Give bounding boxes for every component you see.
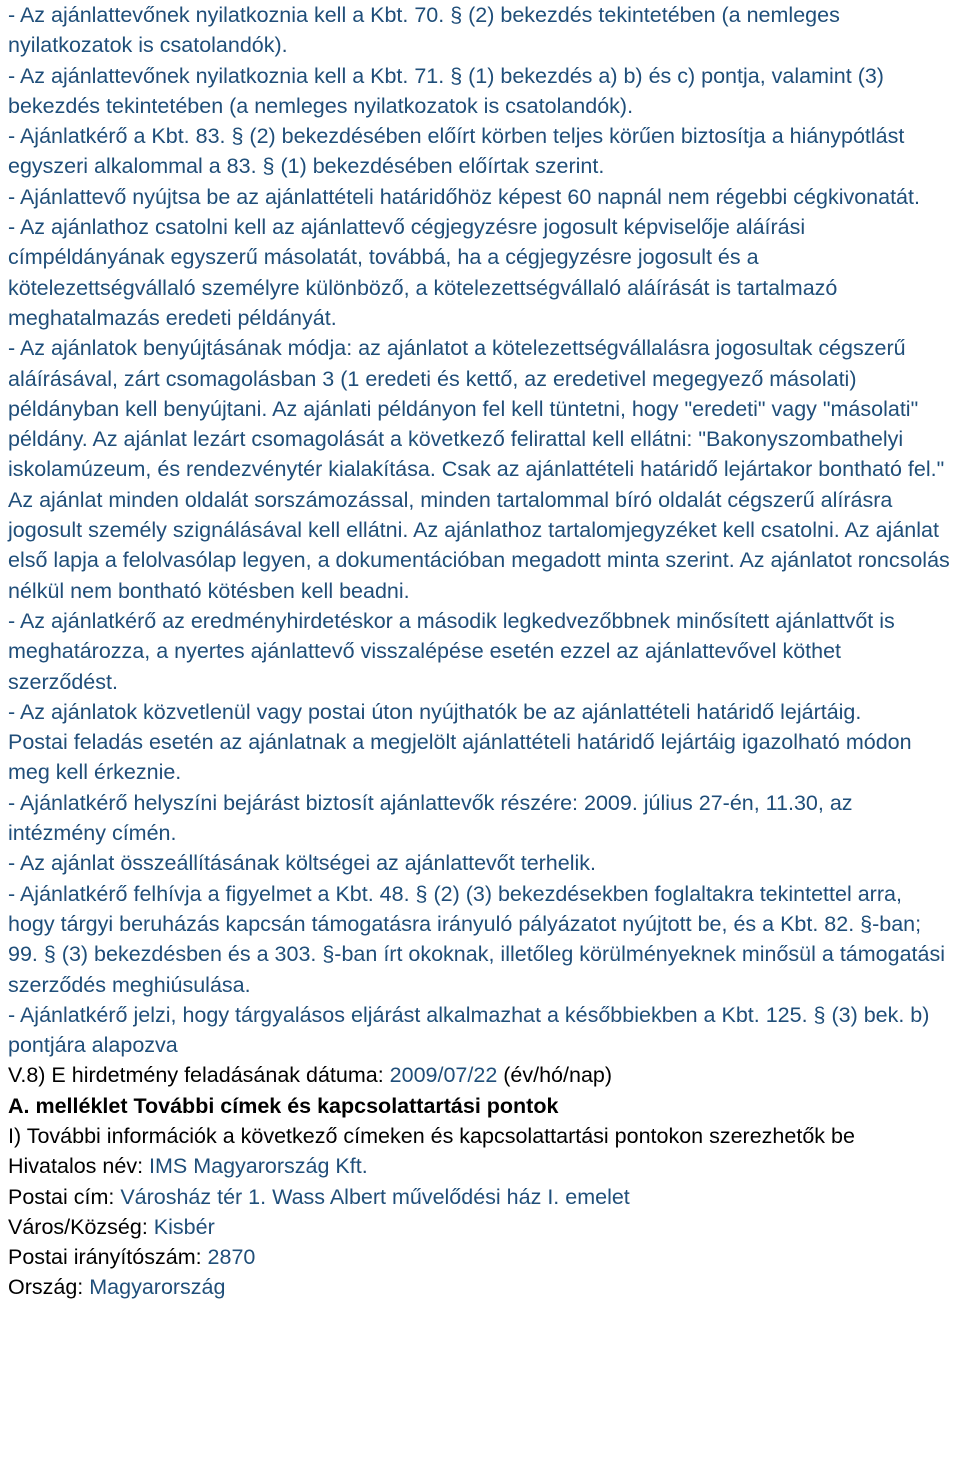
- notice-paragraph-9: Postai feladás esetén az ajánlatnak a megjelölt ajánlattételi határidő lejártáig igazolható módon meg kell érkeznie.: [8, 730, 912, 785]
- field-label: Hivatalos név:: [8, 1154, 150, 1179]
- field-value: IMS Magyarország Kft.: [149, 1154, 368, 1179]
- country-field: [8, 1272, 952, 1302]
- postal-code-field: [8, 1242, 952, 1272]
- notice-paragraph-5: - Az ajánlathoz csatolni kell az ajánlattevő cégjegyzésre jogosult képviselője aláírási címpéldányának egyszerű másolatát, továbbá, ha a cégjegyzésre jogosult és a kötelezettségvállaló személyre különböző, a kötelezettségvállaló aláírását is tartalmazó meghatalmazás eredeti példányát.: [8, 215, 838, 330]
- field-value: 2870: [207, 1245, 256, 1270]
- field-value: Magyarország: [89, 1275, 226, 1300]
- dispatch-date-suffix: (év/hó/nap): [497, 1063, 613, 1088]
- notice-paragraph-4: - Ajánlattevő nyújtsa be az ajánlattételi határidőhöz képest 60 napnál nem régebbi cégkivonatát.: [8, 184, 920, 209]
- postal-address-field: [8, 1182, 952, 1212]
- field-label: Postai cím:: [8, 1184, 121, 1209]
- notice-paragraph-7: - Az ajánlatkérő az eredményhirdetéskor a második legkedvezőbbnek minősített ajánlattvőt is meghatározza, a nyertes ajánlattevő visszalépése esetén ezzel az ajánlattevővel köthet szerződést.: [8, 608, 895, 694]
- dispatch-date-value: 2009/07/22: [389, 1063, 498, 1088]
- notice-paragraph-3: - Ajánlatkérő a Kbt. 83. § (2) bekezdésében előírt körben teljes körűen biztosítja a hiánypótlást egyszeri alkalommal a 83. § (1) bekezdésében előírtak szerint.: [8, 124, 905, 179]
- notice-paragraph-12: - Ajánlatkérő felhívja a figyelmet a Kbt. 48. § (2) (3) bekezdésekben foglaltakra tekintettel arra, hogy tárgyi beruházás kapcsán támogatásra irányuló pályázatot nyújtott be, és a Kbt. 82. §-ban; 99. § (3) bekezdésben és a 303. §-ban írt okoknak, illetőleg körülményeknek minősül a támogatási szerződés meghiúsulása.: [8, 881, 945, 997]
- notice-paragraph-10: - Ajánlatkérő helyszíni bejárást biztosít ajánlattevők részére: 2009. július 27-én, 11.30, az intézmény címén.: [8, 790, 853, 846]
- notice-paragraph-6: - Az ajánlatok benyújtásának módja: az ajánlatot a kötelezettségvállalásra jogosultak cégszerű aláírásával, zárt csomagolásban 3 (1 eredeti és kettő, az eredetivel megegyező másolati) példányban kell benyújtani. Az ajánlati példányon fel kell tüntetni, hogy "eredeti" vagy "másolati" példány. Az ajánlat lezárt csomagolását a következő felirattal kell ellátni: "Bakonyszombathelyi iskolamúzeum, és rendezvénytér kialakítása. Csak az ajánlattételi határidő lejártakor bontható fel." Az ajánlat minden oldalát sorszámozással, minden tartalommal bíró oldalát cégszerű alírásra jogosult személy szignálásával kell ellátni. Az ajánlathoz tartalomjegyzéket kell csatolni. Az ajánlat első lapja a felolvasólap legyen, a dokumentációban megadott minta szerint. Az ajánlatot roncsolás nélkül nem bontható kötésben kell beadni.: [8, 336, 950, 603]
- notice-paragraph-13: - Ajánlatkérő jelzi, hogy tárgyalásos eljárást alkalmazhat a későbbiekben a Kbt. 125. § (3) bek. b) pontjára alapozva: [8, 1002, 930, 1058]
- field-label: Ország:: [8, 1275, 90, 1300]
- field-value: Városház tér 1. Wass Albert művelődési ház I. emelet: [120, 1184, 630, 1209]
- dispatch-date-line: [8, 1060, 952, 1090]
- field-label: Postai irányítószám:: [8, 1245, 208, 1270]
- dispatch-date-label: V.8) E hirdetmény feladásának dátuma:: [8, 1063, 390, 1088]
- notice-paragraph-2: - Az ajánlattevőnek nyilatkoznia kell a Kbt. 71. § (1) bekezdés a) b) és c) pontja, valamint (3) bekezdés tekintetében (a nemleges nyilatkozatok is csatolandók).: [8, 63, 884, 118]
- annex-heading: A. melléklet További címek és kapcsolattartási pontok: [8, 1093, 559, 1118]
- city-field: [8, 1212, 952, 1242]
- notice-paragraph-8: - Az ajánlatok közvetlenül vagy postai úton nyújthatók be az ajánlattételi határidő lejártáig.: [8, 699, 862, 724]
- official-name-field: [8, 1151, 952, 1181]
- field-label: Város/Község:: [8, 1214, 154, 1239]
- field-value: Kisbér: [153, 1214, 215, 1239]
- notice-paragraph-1: - Az ajánlattevőnek nyilatkoznia kell a Kbt. 70. § (2) bekezdés tekintetében (a nemleges nyilatkozatok is csatolandók).: [8, 3, 840, 58]
- annex-intro: I) További információk a következő címeken és kapcsolattartási pontokon szerezhetők be: [8, 1123, 855, 1148]
- notice-paragraph-11: - Az ajánlat összeállításának költségei az ajánlattevőt terhelik.: [8, 851, 596, 876]
